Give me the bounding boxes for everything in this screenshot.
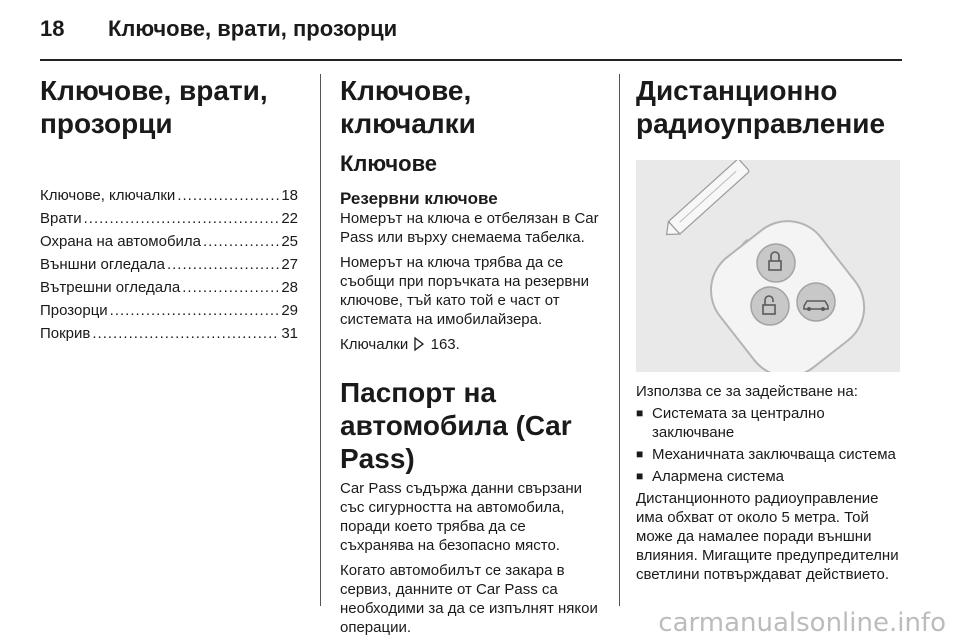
bullet-square-icon: ■	[636, 469, 644, 483]
paragraph: Номерът на ключа е отбелязан в Car Pass или върху снемаема табелка.	[340, 210, 599, 246]
paragraph: Когато автомобилът се закара в сервиз, данните от Car Pass са необходими за да се изпълнят някои операции.	[340, 562, 598, 636]
remote-control-column	[636, 74, 902, 584]
toc-page: 18	[281, 187, 298, 204]
toc-entry[interactable]	[40, 230, 298, 253]
page-number: 18	[40, 16, 65, 41]
toc-label: Ключове, ключалки	[40, 187, 176, 204]
paragraph: Номерът на ключа трябва да се съобщи при поръчката на резервни ключове, тъй като той е част от системата на имобилайзера.	[340, 254, 589, 328]
header-rule	[40, 59, 902, 61]
reference-text: Ключалки	[340, 336, 409, 353]
intro-text: Използва се за задействане на:	[636, 383, 858, 400]
list-item: ■ Механичната заключваща система	[636, 446, 896, 463]
subsection-title: Ключове	[340, 151, 438, 176]
section-title: Ключове, ключалки	[340, 75, 476, 139]
spare-keys-heading: Резервни ключове	[340, 189, 498, 208]
toc-label: Външни огледала	[40, 256, 165, 273]
column-divider	[320, 74, 321, 606]
key-fob-image	[636, 160, 900, 372]
header-title: Ключове, врати, прозорци	[108, 16, 398, 41]
table-of-contents	[40, 184, 298, 345]
chapter-contents-column	[40, 74, 298, 345]
page-header	[40, 16, 397, 42]
toc-entry[interactable]	[40, 299, 298, 322]
site-watermark: carmanualsonline.info	[658, 608, 946, 638]
list-item: ■ Системата за централно заключване	[636, 405, 825, 441]
bullet-square-icon: ■	[636, 447, 644, 461]
section-title: Дистанционно радиоуправление	[636, 75, 886, 139]
column-divider	[619, 74, 620, 606]
toc-label: Покрив	[40, 325, 91, 342]
toc-entry[interactable]	[40, 276, 298, 299]
toc-entry[interactable]	[40, 184, 298, 207]
keys-column	[340, 74, 600, 637]
toc-label: Врати	[40, 210, 82, 227]
toc-page: 22	[281, 210, 298, 227]
toc-page: 28	[281, 279, 298, 296]
toc-label: Вътрешни огледала	[40, 279, 181, 296]
toc-entry[interactable]	[40, 322, 298, 345]
reference-arrow-icon	[414, 337, 424, 356]
reference-page: 163.	[430, 336, 460, 353]
remote-key-fob-icon	[636, 160, 900, 372]
paragraph: Car Pass съдържа данни свързани със сигурността на автомобила, поради което трябва да се съхранява на безопасно място.	[340, 480, 583, 554]
toc-label: Охрана на автомобила	[40, 233, 202, 250]
car-pass-heading: Паспорт на автомобила (Car Pass)	[340, 377, 572, 474]
toc-entry[interactable]	[40, 207, 298, 230]
paragraph: Дистанционното радиоуправление има обхват от около 5 метра. Той може да намалее поради външни влияния. Мигащите предупредителни светлини потвърждават действието.	[636, 490, 899, 583]
function-list	[636, 404, 902, 486]
chapter-title: Ключове, врати, прозорци	[40, 75, 268, 139]
toc-page: 31	[281, 325, 298, 342]
bullet-square-icon: ■	[636, 406, 644, 420]
toc-page: 29	[281, 302, 298, 319]
toc-page: 25	[281, 233, 298, 250]
toc-label: Прозорци	[40, 302, 108, 319]
cross-reference[interactable]	[340, 335, 600, 356]
toc-page: 27	[281, 256, 298, 273]
list-item: ■ Алармена система	[636, 468, 784, 485]
toc-entry[interactable]	[40, 253, 298, 276]
